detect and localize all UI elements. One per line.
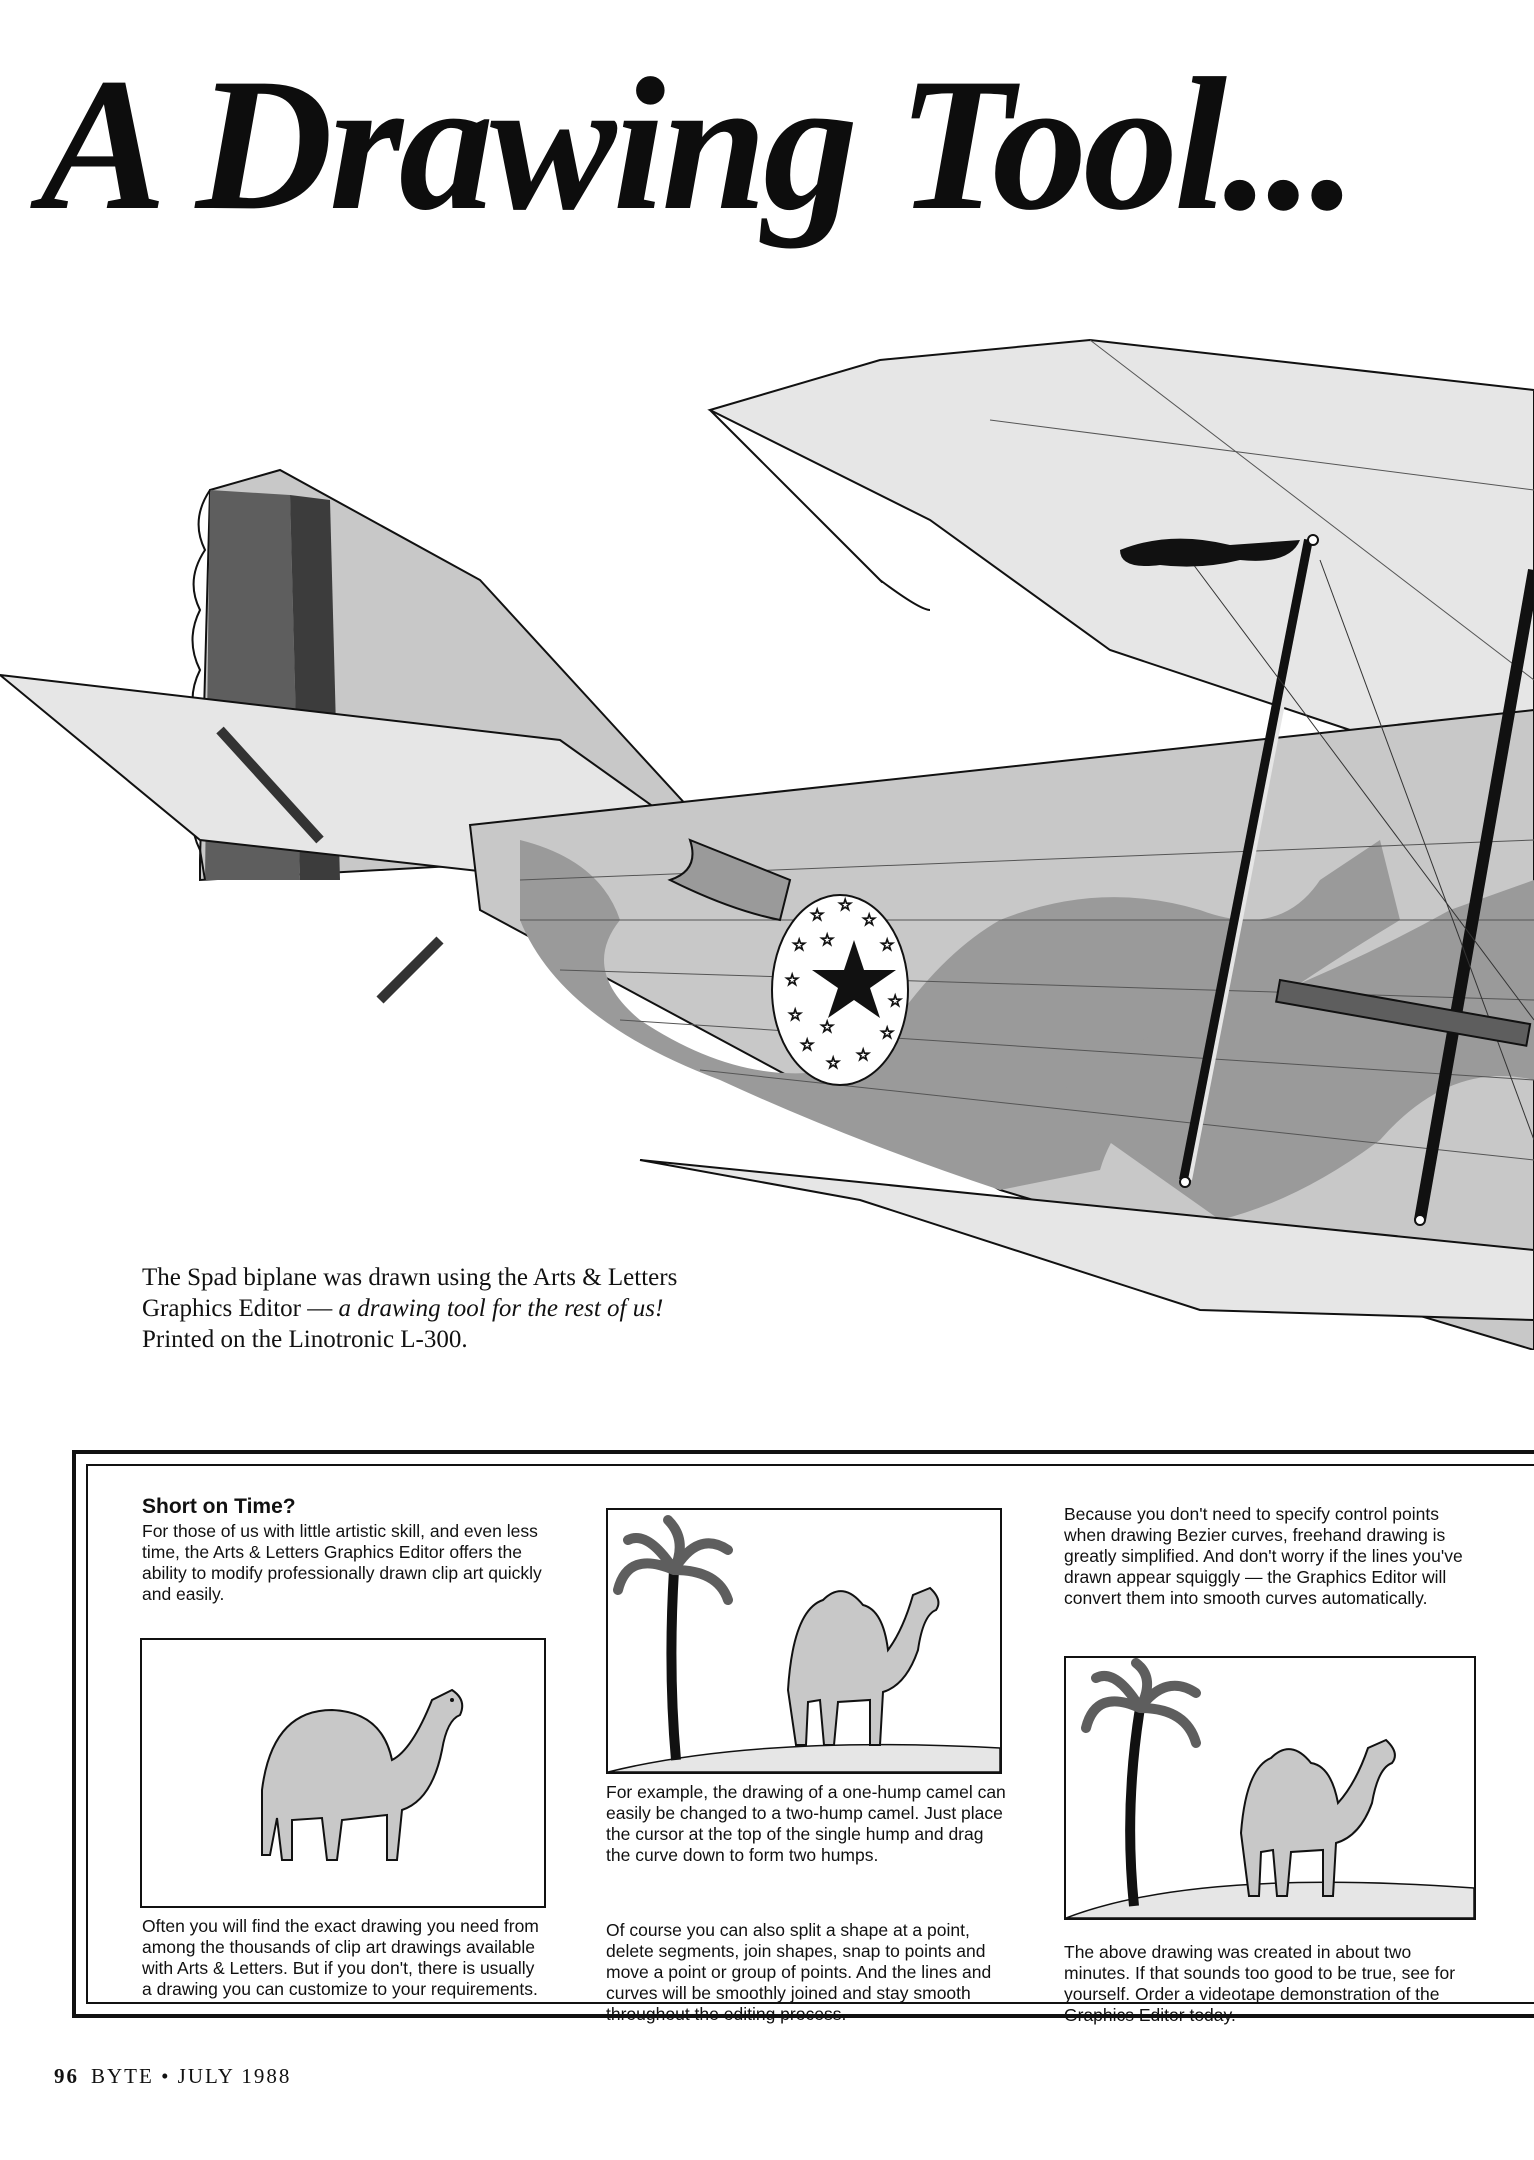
caption-line-3: Printed on the Linotronic L-300. — [142, 1326, 468, 1353]
two-hump-camel-edit-panel — [606, 1508, 1002, 1774]
page-folio — [54, 2064, 291, 2089]
page-number: 96 — [54, 2064, 79, 2088]
svg-text:☆: ☆ — [826, 1053, 841, 1072]
freehand-palm-and-camel-drawing — [1066, 1658, 1474, 1918]
svg-text:☆: ☆ — [880, 1023, 895, 1042]
magazine-issue: BYTE • JULY 1988 — [91, 2064, 292, 2088]
svg-text:☆: ☆ — [800, 1035, 815, 1054]
sidebar-col-3-top: Because you don't need to specify control points when drawing Bezier curves, freehand drawing is greatly simplified. And don't worry if the lines you've drawn appear squiggly — the Graphics Editor will convert them into smooth curves automatically. — [1064, 1504, 1463, 1608]
caption-line-1: The Spad biplane was drawn using the Arts & Letters — [142, 1264, 678, 1291]
sidebar-col-2-p2: Of course you can also split a shape at a point, delete segments, join shapes, snap to points and move a point or group of points. And the lines and curves will be smoothly joined and stay smooth throughout the editing process. — [606, 1920, 992, 2024]
sidebar-col-1-intro — [142, 1496, 542, 1605]
svg-text:☆: ☆ — [810, 905, 825, 924]
caption-line-2 — [142, 1293, 802, 1324]
sidebar-col-1-bottom: Often you will find the exact drawing you need from among the thousands of clip art drawings available with Arts & Letters. But if you don't, there is usually a drawing you can customize to your requirements. — [142, 1916, 539, 1999]
caption-line-2-italic: a drawing tool for the rest of us! — [338, 1295, 664, 1322]
svg-text:☆: ☆ — [838, 895, 853, 914]
svg-text:☆: ☆ — [785, 970, 800, 989]
sidebar-col-3-bottom: The above drawing was created in about two minutes. If that sounds too good to be true, see for yourself. Order a videotape demonstration of the Graphics Editor today. — [1064, 1942, 1456, 2025]
one-hump-camel-drawing — [142, 1640, 544, 1906]
sidebar-box — [72, 1450, 1534, 2025]
spad-biplane-illustration — [0, 320, 1534, 1350]
svg-text:☆: ☆ — [880, 935, 895, 954]
sidebar-col-2-p1: For example, the drawing of a one-hump camel can easily be changed to a two-hump camel. Just place the cursor at the top of the single hump and drag the curve down to form two humps. — [606, 1782, 1006, 1865]
headline: A Drawing Tool... — [40, 40, 1354, 250]
sidebar-intro-text: For those of us with little artistic skill, and even less time, the Arts & Letters Graphics Editor offers the ability to modify professionally drawn clip art quickly and easily. — [142, 1521, 542, 1604]
svg-text:☆: ☆ — [862, 910, 877, 929]
plane-caption — [142, 1262, 802, 1355]
svg-text:☆: ☆ — [820, 1017, 835, 1036]
svg-text:☆: ☆ — [856, 1045, 871, 1064]
svg-text:☆: ☆ — [888, 991, 903, 1010]
svg-text:☆: ☆ — [788, 1005, 803, 1024]
one-hump-camel-panel — [140, 1638, 546, 1908]
freehand-drawing-panel — [1064, 1656, 1476, 1920]
svg-text:☆: ☆ — [820, 930, 835, 949]
svg-text:☆: ☆ — [792, 935, 807, 954]
caption-line-2-plain: Graphics Editor — — [142, 1295, 339, 1322]
sidebar-title: Short on Time? — [142, 1495, 296, 1518]
palm-and-camel-drawing — [608, 1510, 1000, 1772]
